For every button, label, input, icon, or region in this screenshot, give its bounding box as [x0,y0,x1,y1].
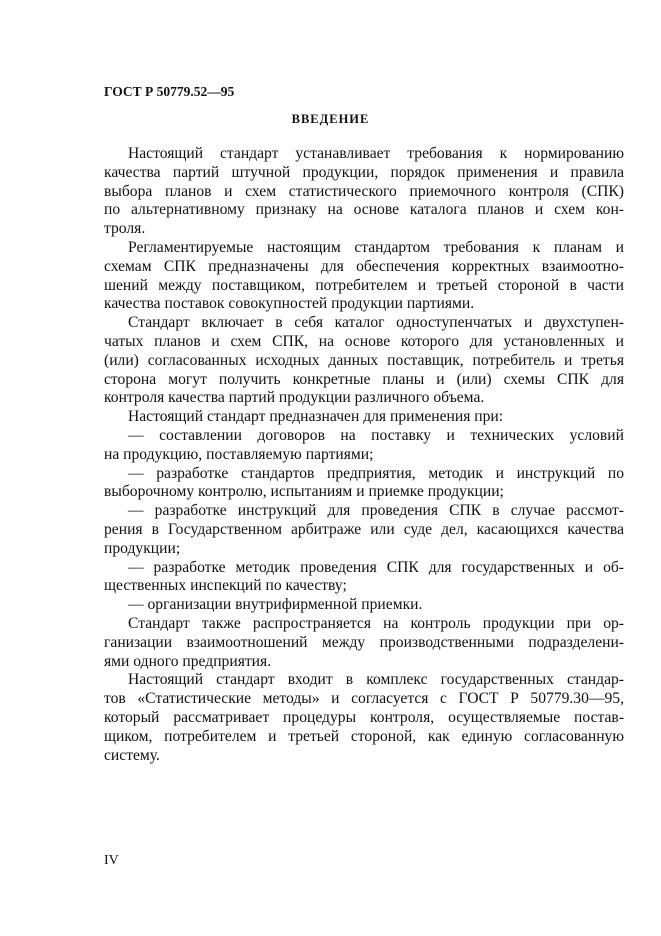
text-line: — разработке методик проведения СПК для государственных и об- [128,558,624,576]
section-title: ВВЕДЕНИЕ [291,112,370,126]
text-line: качества поставок совокупностей продукции партиями. [104,295,475,313]
text-line: ями одного предприятия. [104,652,272,670]
text-line: выбора планов и схем статистического приемочного контроля (СПК) [104,182,624,200]
paragraph [104,465,624,503]
text-line: на продукцию, поставляемую партиями; [104,445,374,463]
paragraph [104,596,624,615]
text-line: шений между поставщиком, потребителем и третьей стороной в части [104,276,624,294]
document-code-header: ГОСТ Р 50779.52—95 [104,84,235,99]
paragraph [104,408,624,427]
text-line: Настоящий стандарт предназначен для применения при: [128,408,504,426]
text-line: который рассматривает процедуры контроля, осуществляемые постав- [104,708,624,726]
text-line: Настоящий стандарт устанавливает требования к нормированию [128,145,624,162]
paragraph [104,559,624,597]
paragraph [104,239,624,314]
text-line: Стандарт включает в себя каталог одноступенчатых и двухступен- [128,314,624,332]
text-line: продукции; [104,539,181,557]
text-line: — разработке инструкций для проведения СПК в случае рассмот- [128,502,624,520]
text-line: — разработке стандартов предприятия, методик и инструкций по [128,464,624,482]
text-line: чатых планов и схем СПК, на основе которого для установленных и [104,332,624,350]
document-body [104,145,624,765]
paragraph [104,314,624,408]
text-line: Стандарт также распространяется на контроль продукции при ор- [128,614,624,632]
text-line: Регламентируемые настоящим стандартом требования к планам и [128,238,624,256]
text-line: троля. [104,220,146,238]
text-line: тов «Статистические методы» и согласуется с ГОСТ Р 50779.30—95, [104,690,624,708]
text-line: Настоящий стандарт входит в комплекс государственных стандар- [128,671,624,689]
text-line: (или) согласованных исходных данных поставщик, потребитель и третья [104,351,624,369]
text-line: щественных инспекций по качеству; [104,577,347,595]
text-line: сторона могут получить конкретные планы и (или) схемы СПК для [104,370,624,388]
paragraph [104,502,624,558]
text-line: качества партий штучной продукции, порядок применения и правила [104,163,624,181]
page-number: IV [104,853,119,868]
text-line: выборочному контролю, испытаниям и приемке продукции; [104,483,504,501]
paragraph [104,145,624,239]
text-line: систему. [104,746,160,764]
text-line: — организации внутрифирменной приемки. [128,596,423,614]
text-line: по альтернативному признаку на основе каталога планов и схем кон- [104,201,624,219]
paragraph [104,671,624,765]
paragraph [104,615,624,671]
text-line: щиком, потребителем и третьей стороной, как единую согласованную [104,727,624,745]
text-line: контроля качества партий продукции различного объема. [104,389,485,407]
text-line: рения в Государственном арбитраже или суде дел, касающихся качества [104,520,624,538]
paragraph [104,427,624,465]
text-line: схемам СПК предназначены для обеспечения корректных взаимоотно- [104,257,624,275]
text-line: ганизации взаимоотношений между производственными подразделени- [104,633,624,651]
text-line: — составлении договоров на поставку и технических условий [128,426,624,444]
